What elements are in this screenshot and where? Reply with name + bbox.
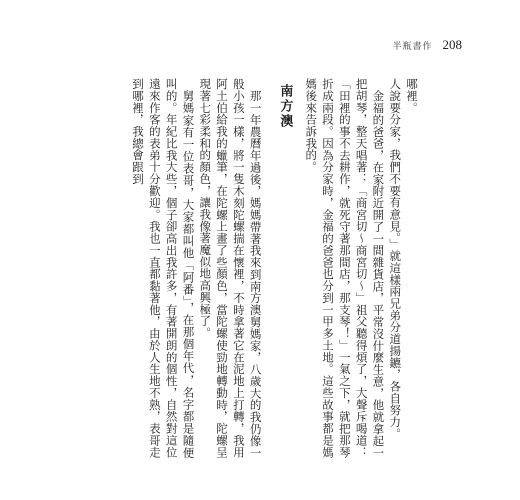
- vertical-text-body: [90, 78, 420, 458]
- paragraph: 金福的爸爸，在家附近開了一間雜貨店，平常沒什麼生意，他就拿起一把胡琴，整天唱著：「商宮切～商宮切～」祖父聽得煩了，大聲斥喝道：「田裡的事不去耕作，就死守著那間店，那支琴！」一氣之下，就把那琴折成兩段。因為分家時，金福的爸爸也分到一甲多土地。這些故事都是媽媽後來告訴我的。: [304, 78, 386, 458]
- paragraph: 那一年農曆年過後，媽媽帶著我來到南方澳舅媽家，八歲大的我仍像一般小孩一樣，將一隻木刻陀螺揣在懷裡，不時拿著它在泥地上打轉，我用阿土伯給我的蠟筆，在陀螺上畫了些顏色，當陀螺使勁地轉動時，陀螺呈現著七彩柔和的顏色，讓我像著魔似地高興極了。: [198, 78, 263, 458]
- paragraph: 人說要分家，我們不要有意見。」就這樣兩兄弟分道揚鑣，各自努力。: [388, 78, 403, 440]
- book-title: 半瓶書作: [392, 42, 433, 52]
- page-header: [392, 37, 462, 53]
- paragraph: 舅媽家有一位表哥，大家都叫他「阿番」，在那個年代，名字都是隨便叫的。年紀比我大些，個子卻高出我許多，有著開朗的個性，自然對這位遠來作客的表弟十分歡迎。我也一直都黏著他，由於人生地不熟，表哥走到哪裡，我總會跟到: [131, 78, 196, 458]
- page-number: 208: [442, 37, 462, 52]
- section-title: 南方澳: [277, 84, 293, 129]
- paragraph: 哪裡。: [405, 78, 419, 114]
